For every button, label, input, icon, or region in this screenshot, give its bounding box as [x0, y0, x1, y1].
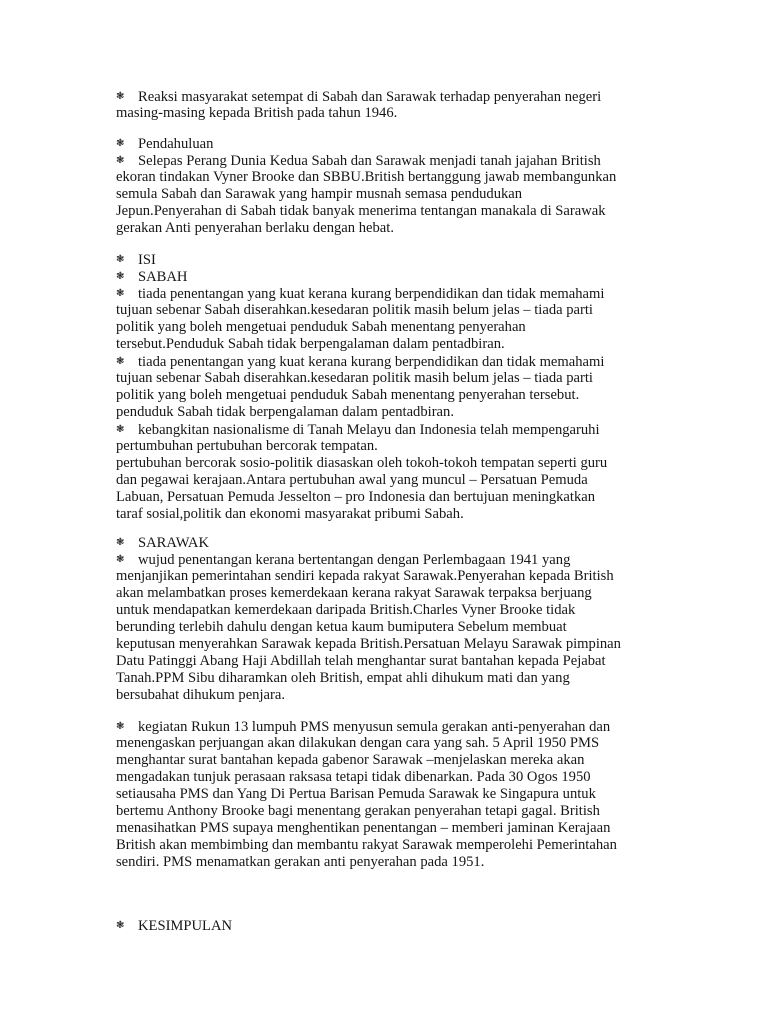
text-line: [116, 319, 526, 336]
text-line: [116, 653, 606, 670]
line-text: setiausaha PMS dan Yang Di Pertua Barisan Pemuda Sarawak ke Singapura untuk: [116, 786, 596, 802]
text-line: [116, 917, 232, 934]
line-text: tujuan sebenar Sabah diserahkan.kesedaran politik masih belum jelas – tiada parti: [116, 370, 593, 386]
line-text: Selepas Perang Dunia Kedua Sabah dan Sarawak menjadi tanah jajahan British: [138, 153, 601, 169]
text-line: [116, 769, 591, 786]
line-text: Jepun.Penyerahan di Sabah tidak banyak menerima tentangan manakala di Sarawak: [116, 203, 606, 219]
bullet-icon: ❃: [116, 155, 125, 166]
line-text: kebangkitan nasionalisme di Tanah Melayu dan Indonesia telah mempengaruhi: [138, 422, 600, 438]
line-text: keputusan menyerahkan Sarawak kepada British.Persatuan Melayu Sarawak pimpinan: [116, 636, 621, 652]
line-text: menasihatkan PMS supaya menghentikan penentangan – memberi jaminan Kerajaan: [116, 820, 611, 836]
text-line: [116, 88, 601, 105]
line-text: semula Sabah dan Sarawak yang hampir musnah semasa pendudukan: [116, 186, 523, 202]
text-line: [116, 472, 588, 489]
line-text: SARAWAK: [138, 535, 209, 551]
line-text: KESIMPULAN: [138, 918, 233, 934]
line-text: berunding terlebih dahulu dengan ketua kaum bumiputera Sebelum membuat: [116, 619, 567, 635]
line-text: Pendahuluan: [138, 136, 214, 152]
bullet-icon: ❃: [116, 91, 125, 102]
bullet-icon: ❃: [116, 721, 125, 732]
line-text: tiada penentangan yang kuat kerana kurang berpendidikan dan tidak memahami: [138, 286, 605, 302]
text-line: [116, 687, 285, 704]
bullet-icon: ❃: [116, 537, 125, 548]
line-text: mengadakan tunjuk perasaan raksasa tetapi tidak dibenarkan. Pada 30 Ogos 1950: [116, 769, 591, 785]
text-line: [116, 506, 464, 523]
text-line: [116, 636, 621, 653]
line-text: wujud penentangan kerana bertentangan dengan Perlembagaan 1941 yang: [138, 552, 571, 568]
bullet-icon: ❃: [116, 424, 125, 435]
line-text: bersubahat dihukum penjara.: [116, 687, 285, 703]
line-text: SABAH: [138, 269, 188, 285]
text-line: [116, 370, 593, 387]
line-text: Labuan, Persatuan Pemuda Jesselton – pro Indonesia dan bertujuan meningkatkan: [116, 489, 596, 505]
bullet-icon: ❃: [116, 271, 125, 282]
bullet-icon: ❃: [116, 138, 125, 149]
line-text: untuk mendapatkan kemerdekaan daripada British.Charles Vyner Brooke tidak: [116, 602, 576, 618]
text-line: [116, 752, 584, 769]
line-text: tersebut.Penduduk Sabah tidak berpengalaman dalam pentadbiran.: [116, 336, 505, 352]
text-line: [116, 837, 617, 854]
line-text: tiada penentangan yang kuat kerana kurang berpendidikan dan tidak memahami: [138, 354, 605, 370]
text-line: [116, 854, 484, 871]
bullet-icon: ❃: [116, 254, 125, 265]
text-line: [116, 455, 607, 472]
text-line: [116, 353, 604, 370]
text-line: [116, 670, 570, 687]
text-line: [116, 718, 610, 735]
line-text: ekoran tindakan Vyner Brooke dan SBBU.British bertanggung jawab membangunkan: [116, 169, 617, 185]
line-text: bertemu Anthony Brooke bagi menentang gerakan penyerahan tetapi gagal. British: [116, 803, 600, 819]
text-line: [116, 421, 600, 438]
bullet-icon: ❃: [116, 920, 125, 931]
text-line: [116, 186, 522, 203]
text-line: [116, 551, 570, 568]
text-line: [116, 602, 575, 619]
text-line: [116, 438, 378, 455]
text-line: [116, 220, 394, 237]
line-text: politik yang boleh mengetuai penduduk Sabah menentang penyerahan tersebut.: [116, 387, 580, 403]
line-text: menghantar surat bantahan kepada gabenor Sarawak –menjelaskan mereka akan: [116, 752, 585, 768]
text-line: [116, 489, 595, 506]
line-text: Datu Patinggi Abang Haji Abdillah telah menghantar surat bantahan kepada Pejabat: [116, 653, 606, 669]
line-text: kegiatan Rukun 13 lumpuh PMS menyusun semula gerakan anti-penyerahan dan: [138, 719, 611, 735]
text-line: [116, 735, 599, 752]
line-text: Tanah.PPM Sibu diharamkan oleh British, empat ahli dihukum mati dan yang: [116, 670, 570, 686]
text-line: [116, 152, 601, 169]
text-line: [116, 387, 579, 404]
text-line: [116, 585, 592, 602]
line-text: dan pegawai kerajaan.Antara pertubuhan awal yang muncul – Persatuan Pemuda: [116, 472, 588, 488]
line-text: taraf sosial,politik dan ekonomi masyarakat pribumi Sabah.: [116, 506, 464, 522]
line-text: pertumbuhan pertubuhan bercorak tempatan.: [116, 438, 378, 454]
text-line: [116, 534, 209, 551]
line-text: menjanjikan pemerintahan sendiri kepada rakyat Sarawak.Penyerahan kepada British: [116, 568, 614, 584]
text-line: [116, 135, 213, 152]
text-line: [116, 169, 616, 186]
line-text: ISI: [138, 252, 156, 268]
text-line: [116, 268, 187, 285]
text-line: [116, 336, 505, 353]
line-text: menengaskan perjuangan akan dilakukan dengan cara yang sah. 5 April 1950 PMS: [116, 735, 600, 751]
bullet-icon: ❃: [116, 288, 125, 299]
text-line: [116, 285, 604, 302]
text-line: [116, 105, 397, 122]
text-line: [116, 619, 567, 636]
text-line: [116, 786, 596, 803]
line-text: British akan membimbing dan membantu rakyat Sarawak memperolehi Pemerintahan: [116, 837, 617, 853]
line-text: politik yang boleh mengetuai penduduk Sabah menentang penyerahan: [116, 319, 526, 335]
line-text: tujuan sebenar Sabah diserahkan.kesedaran politik masih belum jelas – tiada parti: [116, 302, 593, 318]
text-line: [116, 803, 600, 820]
text-line: [116, 203, 606, 220]
text-line: [116, 251, 156, 268]
text-line: [116, 302, 593, 319]
line-text: pertubuhan bercorak sosio-politik diasaskan oleh tokoh-tokoh tempatan seperti guru: [116, 455, 608, 471]
line-text: penduduk Sabah tidak berpengalaman dalam pentadbiran.: [116, 404, 454, 420]
bullet-icon: ❃: [116, 356, 125, 367]
line-text: akan melambatkan proses kemerdekaan kerana rakyat Sarawak terpaksa berjuang: [116, 585, 592, 601]
text-line: [116, 820, 610, 837]
line-text: gerakan Anti penyerahan berlaku dengan hebat.: [116, 220, 394, 236]
line-text: masing-masing kepada British pada tahun 1946.: [116, 105, 398, 121]
bullet-icon: ❃: [116, 554, 125, 565]
line-text: Reaksi masyarakat setempat di Sabah dan Sarawak terhadap penyerahan negeri: [138, 89, 602, 105]
text-line: [116, 568, 614, 585]
line-text: sendiri. PMS menamatkan gerakan anti penyerahan pada 1951.: [116, 854, 485, 870]
text-line: [116, 404, 454, 421]
